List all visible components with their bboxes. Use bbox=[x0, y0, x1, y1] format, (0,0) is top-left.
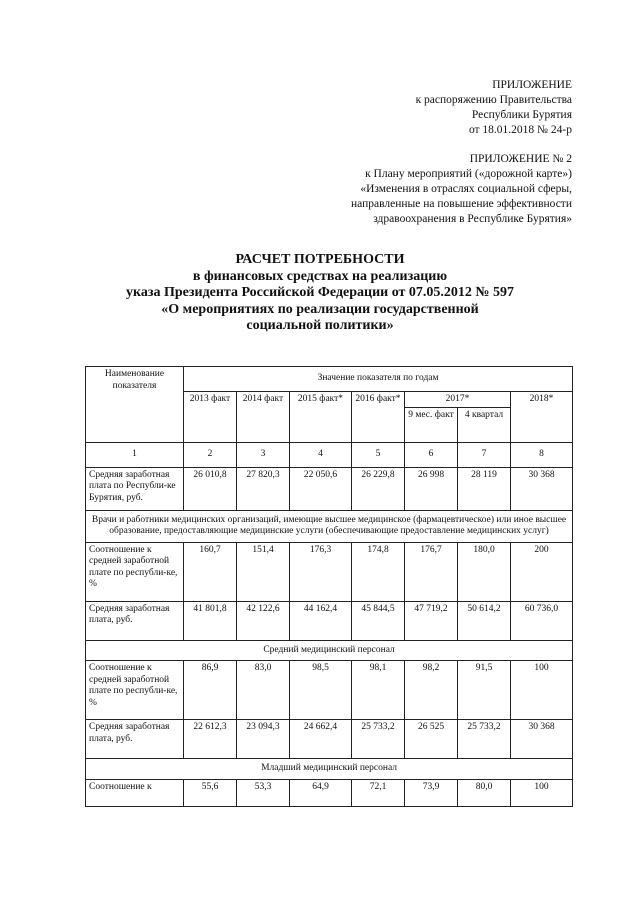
header-2017-q4: 4 квартал bbox=[458, 408, 511, 443]
column-number: 1 bbox=[86, 443, 184, 468]
annex-plan-line1: ПРИЛОЖЕНИЕ № 2 bbox=[469, 153, 572, 165]
header-2015: 2015 факт* bbox=[290, 391, 352, 443]
row-label: Соотношение к bbox=[86, 779, 184, 806]
value-cell: 98,5 bbox=[290, 661, 352, 720]
column-number: 7 bbox=[458, 443, 511, 468]
value-cell: 80,0 bbox=[458, 779, 511, 806]
value-cell: 26 229,8 bbox=[352, 467, 405, 510]
header-row-years bbox=[86, 367, 573, 392]
value-cell: 60 736,0 bbox=[511, 601, 573, 640]
column-number: 5 bbox=[352, 443, 405, 468]
value-cell: 23 094,3 bbox=[237, 720, 290, 759]
value-cell: 83,0 bbox=[237, 661, 290, 720]
header-2018: 2018* bbox=[511, 391, 573, 443]
column-number: 2 bbox=[184, 443, 237, 468]
column-number: 8 bbox=[511, 443, 573, 468]
value-cell: 25 733,2 bbox=[352, 720, 405, 759]
annex-order-line3: Республики Бурятия bbox=[471, 109, 572, 121]
value-cell: 55,6 bbox=[184, 779, 237, 806]
table-row bbox=[86, 661, 573, 720]
value-cell: 26 998 bbox=[405, 467, 458, 510]
value-cell: 98,2 bbox=[405, 661, 458, 720]
row-label: Средняя заработная плата по Республи-ке Бурятия, руб. bbox=[86, 467, 184, 510]
title-line1: РАСЧЕТ ПОТРЕБНОСТИ bbox=[235, 252, 405, 267]
section-title: Младший медицинский персонал bbox=[86, 759, 573, 780]
value-cell: 73,9 bbox=[405, 779, 458, 806]
value-cell: 151,4 bbox=[237, 542, 290, 601]
value-cell: 176,7 bbox=[405, 542, 458, 601]
value-cell: 27 820,3 bbox=[237, 467, 290, 510]
value-cell: 53,3 bbox=[237, 779, 290, 806]
value-cell: 24 662,4 bbox=[290, 720, 352, 759]
header-2013: 2013 факт bbox=[184, 391, 237, 443]
column-number: 4 bbox=[290, 443, 352, 468]
header-values-by-year: Значение показателя по годам bbox=[184, 367, 573, 392]
value-cell: 30 368 bbox=[511, 467, 573, 510]
value-cell: 160,7 bbox=[184, 542, 237, 601]
value-cell: 91,5 bbox=[458, 661, 511, 720]
header-2017-9m: 9 мес. факт bbox=[405, 408, 458, 443]
table-row bbox=[86, 467, 573, 510]
value-cell: 72,1 bbox=[352, 779, 405, 806]
annex-order-line2: к распоряжению Правительства bbox=[415, 94, 572, 106]
row-label: Средняя заработная плата, руб. bbox=[86, 720, 184, 759]
value-cell: 200 bbox=[511, 542, 573, 601]
value-cell: 26 525 bbox=[405, 720, 458, 759]
row-label: Средняя заработная плата, руб. bbox=[86, 601, 184, 640]
section-row bbox=[86, 510, 573, 542]
value-cell: 26 010,8 bbox=[184, 467, 237, 510]
annex-plan-line4: направленные на повышение эффективности bbox=[350, 198, 572, 210]
value-cell: 47 719,2 bbox=[405, 601, 458, 640]
section-row bbox=[86, 640, 573, 661]
annex-plan-line3: «Изменения в отраслях социальной сферы, bbox=[360, 183, 572, 195]
header-2016: 2016 факт* bbox=[352, 391, 405, 443]
header-2014: 2014 факт bbox=[237, 391, 290, 443]
value-cell: 86,9 bbox=[184, 661, 237, 720]
row-label: Соотношение к средней заработной плате по республи-ке, % bbox=[86, 542, 184, 601]
annex-order-line1: ПРИЛОЖЕНИЕ bbox=[492, 79, 572, 91]
value-cell: 28 119 bbox=[458, 467, 511, 510]
section-row bbox=[86, 759, 573, 780]
value-cell: 22 612,3 bbox=[184, 720, 237, 759]
row-label: Соотношение к средней заработной плате по республи-ке, % bbox=[86, 661, 184, 720]
value-cell: 180,0 bbox=[458, 542, 511, 601]
value-cell: 100 bbox=[511, 661, 573, 720]
title-line5: социальной политики» bbox=[246, 318, 394, 333]
value-cell: 98,1 bbox=[352, 661, 405, 720]
header-name: Наименование показателя bbox=[86, 367, 184, 443]
table-row bbox=[86, 542, 573, 601]
title-line4: «О мероприятиях по реализации государственной bbox=[161, 301, 479, 317]
annex-plan-block bbox=[351, 152, 572, 227]
annex-order-block bbox=[416, 78, 572, 138]
value-cell: 64,9 bbox=[290, 779, 352, 806]
value-cell: 50 614,2 bbox=[458, 601, 511, 640]
annex-order-line4: от 18.01.2018 № 24-р bbox=[468, 124, 572, 136]
value-cell: 174,8 bbox=[352, 542, 405, 601]
value-cell: 100 bbox=[511, 779, 573, 806]
section-title: Врачи и работники медицинских организаций, имеющие высшее медицинское (фармацевтическое) или иное высшее образование, предоставляющие медицинские услуги (обеспечивающие предоставление медицинских услуг) bbox=[86, 510, 573, 542]
column-numbers-row bbox=[86, 443, 573, 468]
title-line3: указа Президента Российской Федерации от 07.05.2012 № 597 bbox=[126, 285, 514, 300]
table-row bbox=[86, 601, 573, 640]
salary-table bbox=[85, 366, 573, 807]
value-cell: 176,3 bbox=[290, 542, 352, 601]
value-cell: 42 122,6 bbox=[237, 601, 290, 640]
value-cell: 22 050,6 bbox=[290, 467, 352, 510]
header-2017: 2017* bbox=[405, 391, 511, 408]
annex-plan-line2: к Плану мероприятий («дорожной карте») bbox=[365, 168, 572, 180]
value-cell: 30 368 bbox=[511, 720, 573, 759]
value-cell: 45 844,5 bbox=[352, 601, 405, 640]
column-number: 3 bbox=[237, 443, 290, 468]
value-cell: 41 801,8 bbox=[184, 601, 237, 640]
column-number: 6 bbox=[405, 443, 458, 468]
table-row bbox=[86, 720, 573, 759]
section-title: Средний медицинский персонал bbox=[86, 640, 573, 661]
annex-plan-line5: здравоохранения в Республике Бурятия» bbox=[373, 213, 572, 225]
value-cell: 25 733,2 bbox=[458, 720, 511, 759]
document-title bbox=[0, 252, 640, 335]
table-row bbox=[86, 779, 573, 806]
title-line2: в финансовых средствах на реализацию bbox=[192, 268, 448, 284]
value-cell: 44 162,4 bbox=[290, 601, 352, 640]
